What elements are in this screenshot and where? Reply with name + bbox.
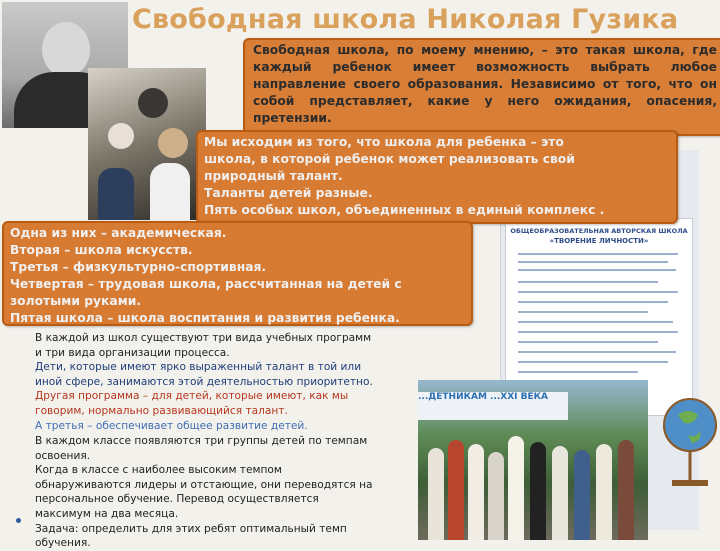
doc-header-1: ОБЩЕОБРАЗОВАТЕЛЬНАЯ АВТОРСКАЯ ШКОЛА bbox=[510, 227, 688, 235]
person-figure bbox=[488, 452, 504, 540]
groups-line: максимум на два месяца. bbox=[35, 507, 179, 520]
talent-line: Пять особых школ, объединенных в единый комплекс . bbox=[204, 203, 605, 217]
doc-header-2: «ТВОРЕНИЕ ЛИЧНОСТИ» bbox=[549, 237, 649, 245]
person-figure bbox=[508, 436, 524, 540]
person-figure bbox=[552, 446, 568, 540]
programs-line: иной сфере, занимаются этой деятельностью приоритетно. bbox=[35, 375, 373, 388]
programs-text bbox=[35, 331, 415, 433]
doc-line bbox=[518, 371, 638, 373]
person-figure bbox=[428, 448, 444, 540]
groups-line: освоения. bbox=[35, 449, 91, 462]
globe-icon bbox=[650, 380, 720, 500]
groups-line: обучения. bbox=[35, 537, 91, 550]
programs-line: Другая программа – для детей, которые имеют, как мы bbox=[35, 390, 349, 403]
person-figure bbox=[618, 440, 634, 540]
photo-banner: ...ДЕТНИКАМ ...XXI ВЕКА bbox=[418, 392, 568, 420]
programs-line: А третья – обеспечивает общее развитие детей. bbox=[35, 419, 308, 432]
groups-text bbox=[35, 434, 425, 551]
school-line: Третья – физкультурно-спортивная. bbox=[10, 260, 267, 274]
doc-line bbox=[518, 269, 676, 271]
bullet-icon bbox=[16, 518, 21, 523]
doc-line bbox=[518, 321, 673, 323]
talent-line: Мы исходим из того, что школа для ребенка – это bbox=[204, 135, 564, 149]
definition-box bbox=[243, 38, 720, 136]
person-figure bbox=[574, 450, 590, 540]
doc-line bbox=[518, 261, 668, 263]
portrait-head bbox=[42, 22, 90, 77]
programs-line: и три вида организации процесса. bbox=[35, 346, 230, 359]
person-figure bbox=[596, 444, 612, 540]
doc-line bbox=[518, 341, 658, 343]
child-figure bbox=[108, 123, 134, 149]
child-figure bbox=[150, 163, 190, 220]
doc-line bbox=[518, 301, 668, 303]
groups-line: В каждом классе появляются три группы детей по темпам bbox=[35, 435, 368, 447]
doc-line bbox=[518, 311, 648, 313]
groups-line: персональное обучение. Перевод осуществляется bbox=[35, 493, 319, 506]
talent-box bbox=[196, 130, 678, 224]
talent-line: Таланты детей разные. bbox=[204, 186, 373, 200]
school-line: Пятая школа – школа воспитания и развития ребенка. bbox=[10, 311, 400, 325]
person-figure bbox=[468, 444, 484, 540]
talent-line: школа, в которой ребенок может реализовать свой bbox=[204, 152, 575, 166]
school-line: Одна из них – академическая. bbox=[10, 226, 227, 240]
programs-line: В каждой из школ существуют три вида учебных программ bbox=[35, 332, 372, 344]
definition-text: Свободная школа, по моему мнению, – это такая школа, где каждый ребенок имеет возможность выбрать любое направление своего образования. Независимо от того, что он собой представляет, какие у него ожидания, опасения, претензии. bbox=[253, 43, 717, 125]
doc-line bbox=[518, 291, 678, 293]
child-figure bbox=[158, 128, 188, 158]
programs-line: Дети, которые имеют ярко выраженный талант в той или bbox=[35, 361, 362, 374]
doc-line bbox=[518, 281, 658, 283]
child-figure bbox=[98, 168, 134, 220]
programs-line: говорим, нормально развивающийся талант. bbox=[35, 404, 288, 417]
groups-line: Задача: определить для этих ребят оптимальный темп bbox=[35, 522, 347, 535]
children-photo bbox=[88, 68, 206, 220]
talent-line: природный талант. bbox=[204, 169, 343, 183]
child-figure bbox=[138, 88, 168, 118]
page-title: Свободная школа Николая Гузика bbox=[132, 4, 679, 35]
person-figure bbox=[530, 442, 546, 540]
group-photo bbox=[418, 380, 648, 540]
groups-line: обнаруживаются лидеры и отстающие, они переводятся на bbox=[35, 478, 373, 491]
doc-line bbox=[518, 253, 678, 255]
person-figure bbox=[448, 440, 464, 540]
school-line: Четвертая – трудовая школа, рассчитанная на детей с bbox=[10, 277, 402, 291]
school-line: золотыми руками. bbox=[10, 294, 142, 308]
schools-box bbox=[2, 221, 473, 326]
groups-line: Когда в классе с наиболее высоким темпом bbox=[35, 464, 282, 477]
doc-line bbox=[518, 351, 676, 353]
doc-line bbox=[518, 331, 678, 333]
school-line: Вторая – школа искусств. bbox=[10, 243, 193, 257]
doc-line bbox=[518, 361, 668, 363]
